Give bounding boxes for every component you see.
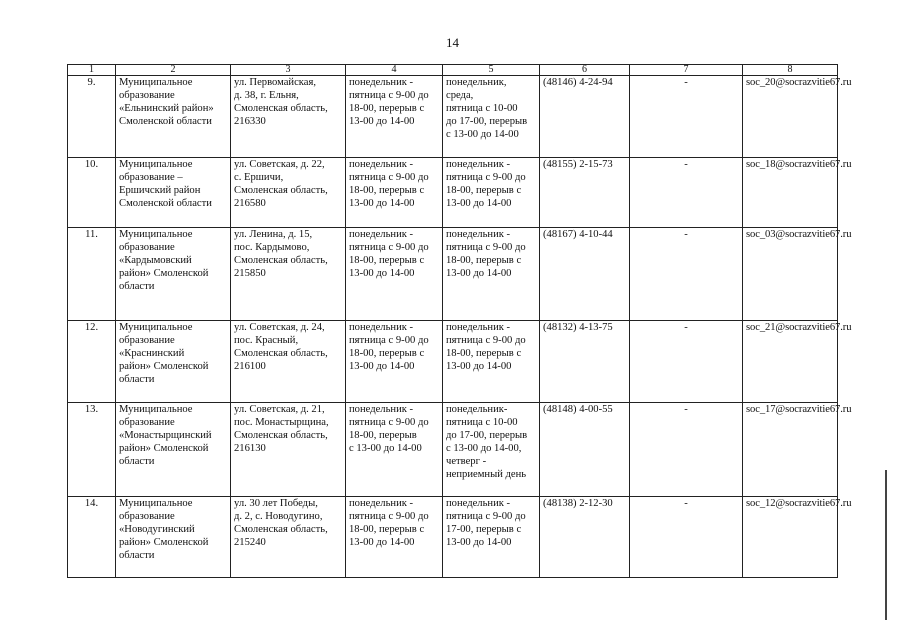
email: soc_17@socrazvitie67.ru [743, 403, 838, 497]
reception-hours: понедельник - пятница с 9-00 до 18-00, перерыв с 13-00 до 14-00 [443, 321, 540, 403]
table-row [68, 321, 838, 403]
municipality-name: Муниципальное образование «Краснинский район» Смоленской области [116, 321, 231, 403]
header-cell: 7 [630, 65, 743, 76]
header-cell: 1 [68, 65, 116, 76]
phone: (48146) 4-24-94 [540, 76, 630, 158]
table-row [68, 76, 838, 158]
row-number: 9. [68, 76, 116, 158]
column-7-value: - [630, 76, 743, 158]
table-row [68, 228, 838, 321]
column-7-value: - [630, 403, 743, 497]
email: soc_18@socrazvitie67.ru [743, 158, 838, 228]
reception-hours: понедельник- пятница с 10-00 до 17-00, перерыв с 13-00 до 14-00, четверг - неприемный день [443, 403, 540, 497]
email: soc_20@socrazvitie67.ru [743, 76, 838, 158]
header-cell: 3 [231, 65, 346, 76]
reception-hours: понедельник - пятница с 9-00 до 18-00, перерыв с 13-00 до 14-00 [443, 158, 540, 228]
address: ул. Первомайская, д. 38, г. Ельня, Смоленская область, 216330 [231, 76, 346, 158]
header-row [68, 65, 838, 76]
working-hours: понедельник - пятница с 9-00 до 18-00, перерыв с 13-00 до 14-00 [346, 321, 443, 403]
row-number: 11. [68, 228, 116, 321]
column-7-value: - [630, 321, 743, 403]
municipality-name: Муниципальное образование «Новодугинский район» Смоленской области [116, 497, 231, 578]
header-cell: 2 [116, 65, 231, 76]
email: soc_12@socrazvitie67.ru [743, 497, 838, 578]
municipality-name: Муниципальное образование «Ельнинский район» Смоленской области [116, 76, 231, 158]
phone: (48138) 2-12-30 [540, 497, 630, 578]
row-number: 12. [68, 321, 116, 403]
address: ул. Советская, д. 21, пос. Монастырщина, Смоленская область, 216130 [231, 403, 346, 497]
working-hours: понедельник - пятница с 9-00 до 18-00, перерыв с 13-00 до 14-00 [346, 76, 443, 158]
page-number: 14 [446, 35, 459, 50]
email: soc_03@socrazvitie67.ru [743, 228, 838, 321]
working-hours: понедельник - пятница с 9-00 до 18-00, перерыв с 13-00 до 14-00 [346, 403, 443, 497]
header-cell: 5 [443, 65, 540, 76]
row-number: 10. [68, 158, 116, 228]
address: ул. Ленина, д. 15, пос. Кардымово, Смоленская область, 215850 [231, 228, 346, 321]
address: ул. 30 лет Победы, д. 2, с. Новодугино, Смоленская область, 215240 [231, 497, 346, 578]
municipality-name: Муниципальное образование «Монастырщинский район» Смоленской области [116, 403, 231, 497]
phone: (48132) 4-13-75 [540, 321, 630, 403]
organizations-table [67, 64, 852, 578]
row-number: 13. [68, 403, 116, 497]
scan-edge-line [885, 470, 887, 620]
phone: (48167) 4-10-44 [540, 228, 630, 321]
phone: (48155) 2-15-73 [540, 158, 630, 228]
phone: (48148) 4-00-55 [540, 403, 630, 497]
working-hours: понедельник - пятница с 9-00 до 18-00, перерыв с 13-00 до 14-00 [346, 228, 443, 321]
column-7-value: - [630, 158, 743, 228]
header-cell: 6 [540, 65, 630, 76]
municipality-name: Муниципальное образование – Ершичский район Смоленской области [116, 158, 231, 228]
reception-hours: понедельник, среда, пятница с 10-00 до 17-00, перерыв с 13-00 до 14-00 [443, 76, 540, 158]
header-cell: 4 [346, 65, 443, 76]
column-7-value: - [630, 228, 743, 321]
header-cell: 8 [743, 65, 838, 76]
reception-hours: понедельник - пятница с 9-00 до 17-00, перерыв с 13-00 до 14-00 [443, 497, 540, 578]
table-row [68, 497, 838, 578]
table-row [68, 158, 838, 228]
reception-hours: понедельник - пятница с 9-00 до 18-00, перерыв с 13-00 до 14-00 [443, 228, 540, 321]
row-number: 14. [68, 497, 116, 578]
address: ул. Советская, д. 22, с. Ершичи, Смоленская область, 216580 [231, 158, 346, 228]
municipality-name: Муниципальное образование «Кардымовский район» Смоленской области [116, 228, 231, 321]
working-hours: понедельник - пятница с 9-00 до 18-00, перерыв с 13-00 до 14-00 [346, 158, 443, 228]
address: ул. Советская, д. 24, пос. Красный, Смоленская область, 216100 [231, 321, 346, 403]
working-hours: понедельник - пятница с 9-00 до 18-00, перерыв с 13-00 до 14-00 [346, 497, 443, 578]
table-row [68, 403, 838, 497]
email: soc_21@socrazvitie67.ru [743, 321, 838, 403]
column-7-value: - [630, 497, 743, 578]
